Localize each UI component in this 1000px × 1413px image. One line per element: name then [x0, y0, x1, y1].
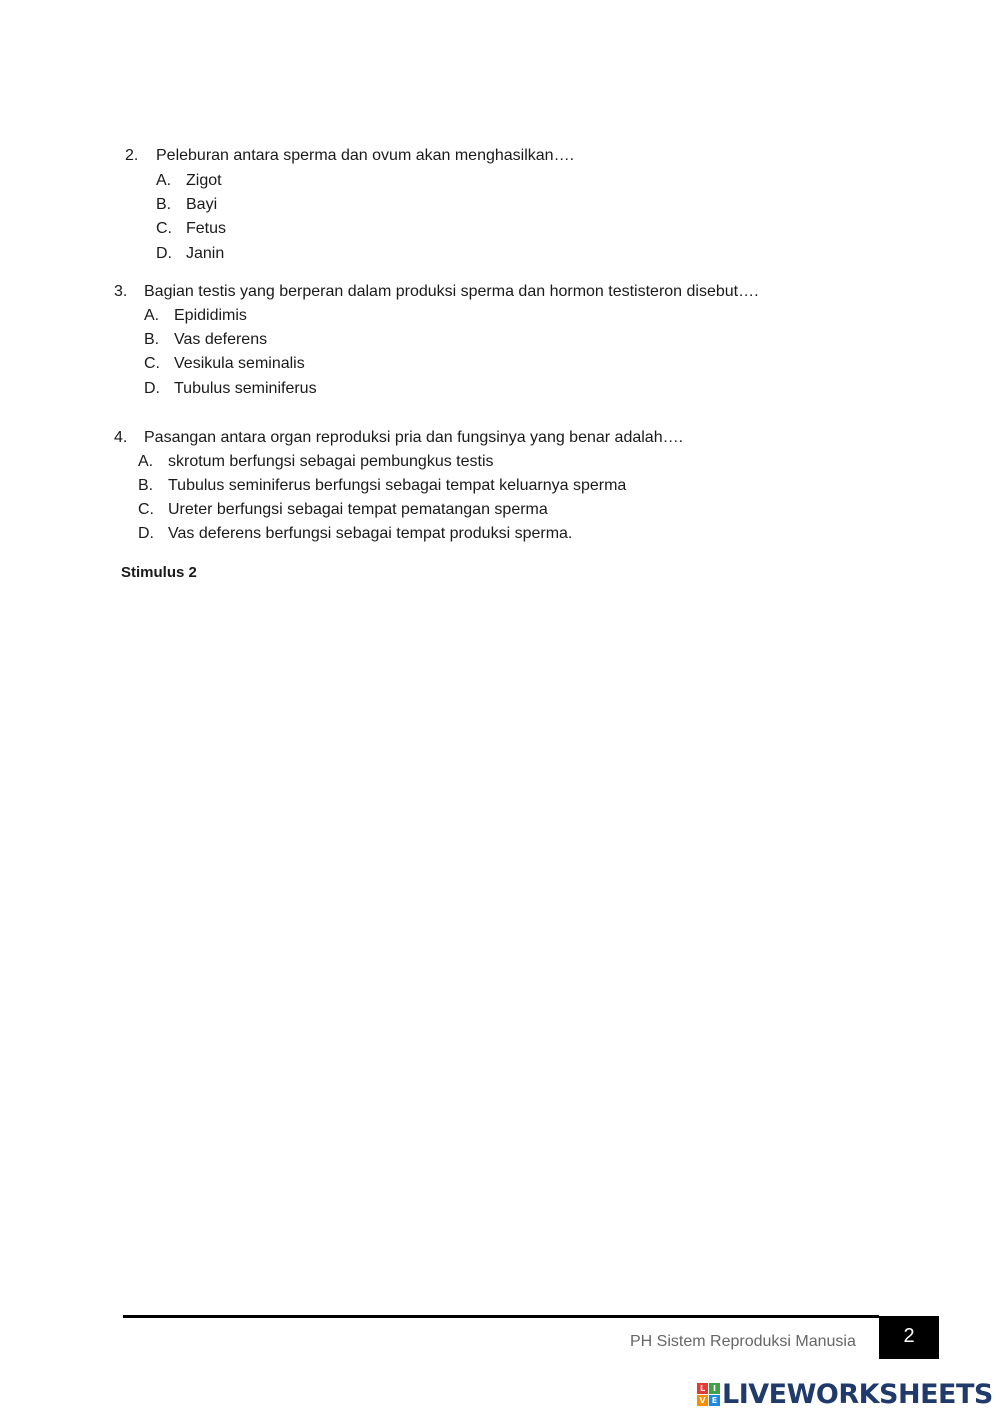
- q3-option-d-text[interactable]: Tubulus seminiferus: [174, 380, 317, 397]
- question-2-text: Peleburan antara sperma dan ovum akan menghasilkan….: [156, 147, 575, 164]
- question-3-number: 3.: [114, 283, 128, 300]
- q2-option-d-text[interactable]: Janin: [186, 245, 225, 262]
- q4-option-d-letter: D.: [138, 525, 154, 542]
- q3-option-a-letter: A.: [144, 307, 160, 324]
- q3-option-d-letter: D.: [144, 380, 160, 397]
- logo-letter-v: V: [697, 1395, 708, 1406]
- page-number: 2: [879, 1316, 939, 1359]
- q3-option-a-text[interactable]: Epididimis: [174, 307, 247, 324]
- q4-option-d-text[interactable]: Vas deferens berfungsi sebagai tempat produksi sperma.: [168, 525, 573, 542]
- question-2-number: 2.: [125, 147, 139, 164]
- question-4-text: Pasangan antara organ reproduksi pria dan fungsinya yang benar adalah….: [144, 429, 684, 446]
- footer-divider: [123, 1315, 879, 1318]
- q2-option-a-text[interactable]: Zigot: [186, 172, 222, 189]
- footer-title: PH Sistem Reproduksi Manusia: [630, 1333, 856, 1350]
- logo-letter-e: E: [709, 1395, 720, 1406]
- q4-option-c-text[interactable]: Ureter berfungsi sebagai tempat pematangan sperma: [168, 501, 548, 518]
- q2-option-a-letter: A.: [156, 172, 172, 189]
- q4-option-a-letter: A.: [138, 453, 154, 470]
- q2-option-b-letter: B.: [156, 196, 172, 213]
- stimulus-heading: Stimulus 2: [121, 564, 197, 581]
- q3-option-b-letter: B.: [144, 331, 160, 348]
- logo-letter-i: I: [709, 1383, 720, 1394]
- question-4-number: 4.: [114, 429, 128, 446]
- question-3-text: Bagian testis yang berperan dalam produksi sperma dan hormon testisteron disebut….: [144, 283, 759, 300]
- q4-option-a-text[interactable]: skrotum berfungsi sebagai pembungkus testis: [168, 453, 494, 470]
- q2-option-d-letter: D.: [156, 245, 172, 262]
- liveworksheets-watermark[interactable]: [697, 1377, 993, 1411]
- q4-option-b-letter: B.: [138, 477, 154, 494]
- q4-option-c-letter: C.: [138, 501, 154, 518]
- q3-option-b-text[interactable]: Vas deferens: [174, 331, 268, 348]
- liveworksheets-logo-icon: [697, 1383, 720, 1406]
- q3-option-c-letter: C.: [144, 355, 160, 372]
- q2-option-c-letter: C.: [156, 220, 172, 237]
- logo-letter-l: L: [697, 1383, 708, 1394]
- q4-option-b-text[interactable]: Tubulus seminiferus berfungsi sebagai tempat keluarnya sperma: [168, 477, 627, 494]
- q2-option-c-text[interactable]: Fetus: [186, 220, 227, 237]
- q3-option-c-text[interactable]: Vesikula seminalis: [174, 355, 305, 372]
- liveworksheets-text: LIVEWORKSHEETS: [722, 1378, 993, 1410]
- q2-option-b-text[interactable]: Bayi: [186, 196, 218, 213]
